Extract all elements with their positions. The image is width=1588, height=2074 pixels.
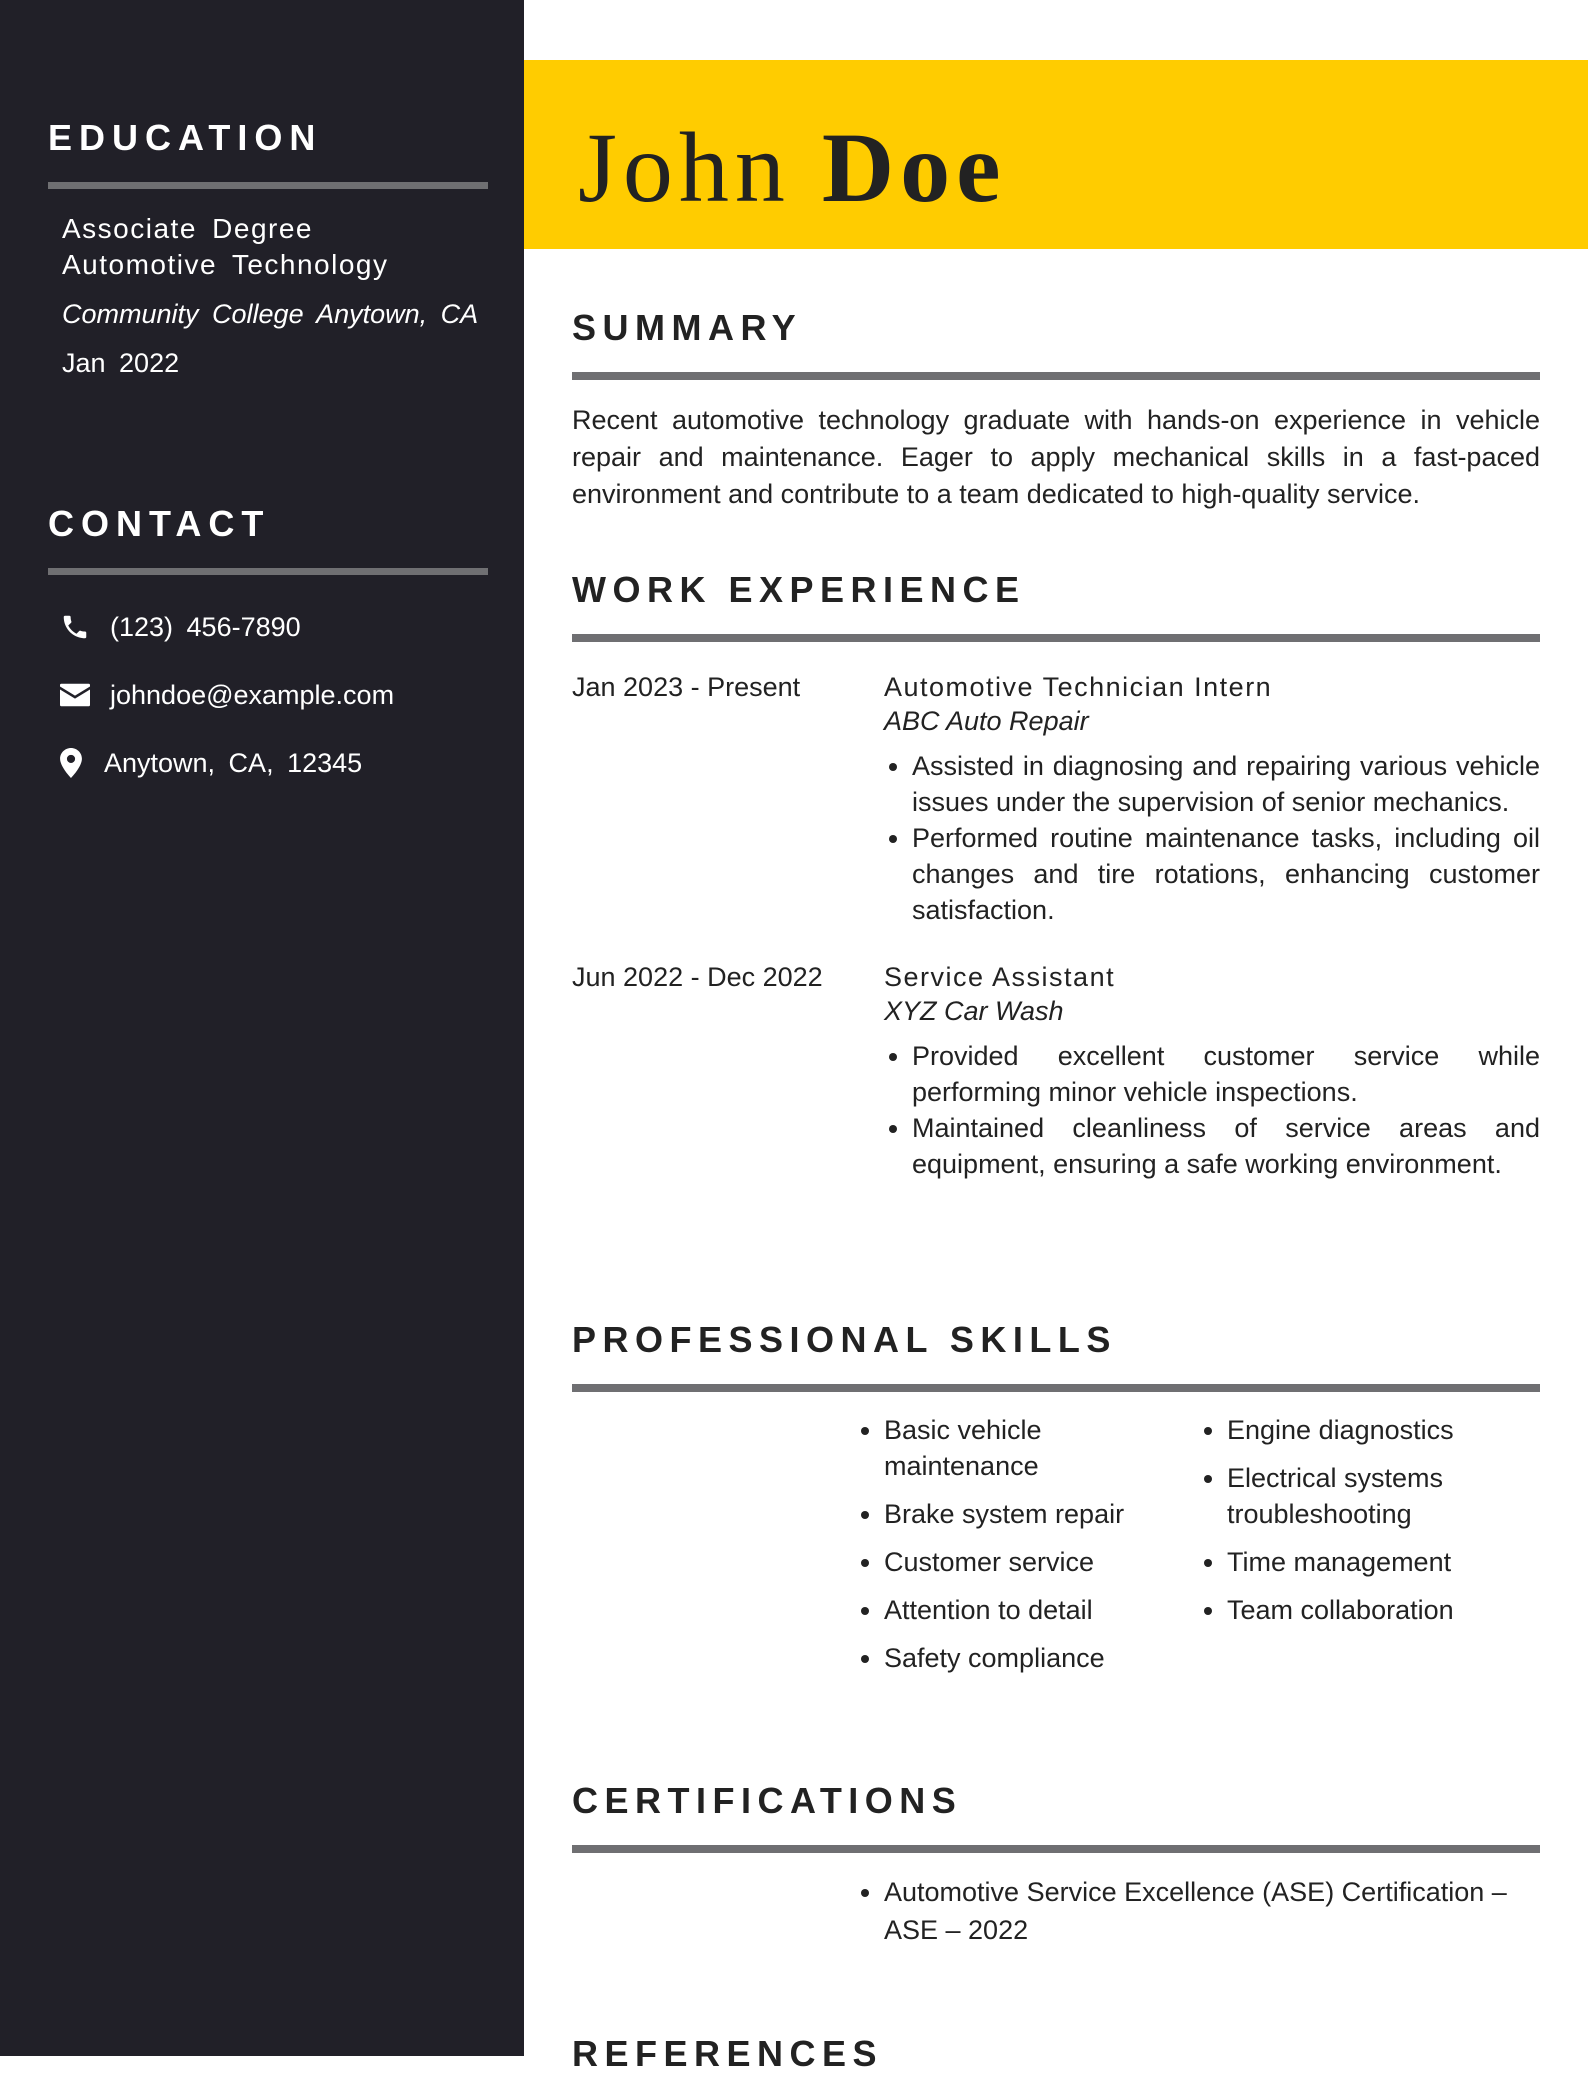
job-bullets <box>884 1038 1540 1182</box>
first-name: John <box>578 112 791 223</box>
skills-columns <box>572 1412 1540 1688</box>
email-text[interactable]: johndoe@example.com <box>110 679 395 710</box>
contact-heading: CONTACT <box>48 503 271 544</box>
work-experience-divider <box>572 634 1540 642</box>
job-details <box>884 960 1540 1182</box>
contact-phone <box>48 593 488 661</box>
education-section <box>48 118 488 380</box>
skill-item: • Attention to detail <box>884 1592 1197 1628</box>
certifications-divider <box>572 1845 1540 1853</box>
location-text: Anytown, CA, 12345 <box>104 747 363 778</box>
summary-heading: SUMMARY <box>572 307 803 348</box>
references-section <box>572 2034 1540 2074</box>
education-entry <box>48 211 488 380</box>
education-date: Jan 2022 <box>62 348 180 378</box>
school-name: Community College Anytown, CA <box>62 299 479 329</box>
certifications-section <box>572 1781 1540 1949</box>
summary-text: Recent automotive technology graduate with hands-on experience in vehicle repair and maintenance. Eager to apply mechanical skills in a fast-paced environment and contribute to a team dedicated to high-quality service. <box>572 405 1540 509</box>
contact-email <box>48 661 488 729</box>
job-details <box>884 670 1540 928</box>
skill-item: • Engine diagnostics <box>1227 1412 1540 1448</box>
degree-line1: Associate Degree <box>62 213 314 244</box>
degree-line2: Automotive Technology <box>62 249 389 280</box>
last-name: Doe <box>821 112 1007 223</box>
skill-item: • Time management <box>1227 1544 1540 1580</box>
full-name <box>578 112 1007 223</box>
summary-divider <box>572 372 1540 380</box>
job-bullet: • Assisted in diagnosing and repairing various vehicle issues under the supervision of senior mechanics. <box>912 748 1540 820</box>
skill-item: • Electrical systems troubleshooting <box>1227 1460 1540 1532</box>
job-company: ABC Auto Repair <box>884 706 1089 736</box>
skill-item: • Safety compliance <box>884 1640 1197 1676</box>
map-pin-icon <box>60 748 104 778</box>
job-bullet: • Provided excellent customer service while performing minor vehicle inspections. <box>912 1038 1540 1110</box>
summary-section <box>572 308 1540 513</box>
job-title: Service Assistant <box>884 962 1116 992</box>
phone-icon <box>60 612 110 642</box>
skill-item: • Customer service <box>884 1544 1197 1580</box>
phone-text: (123) 456-7890 <box>110 611 301 642</box>
skills-column-1 <box>854 1412 1197 1688</box>
job-entry <box>572 960 1540 1182</box>
job-dates: Jun 2022 - Dec 2022 <box>572 962 823 992</box>
job-title: Automotive Technician Intern <box>884 672 1273 702</box>
skill-item: • Team collaboration <box>1227 1592 1540 1628</box>
references-heading: REFERENCES <box>572 2033 884 2074</box>
skills-divider <box>572 1384 1540 1392</box>
job-entry <box>572 670 1540 928</box>
work-experience-heading: WORK EXPERIENCE <box>572 569 1026 610</box>
work-experience-section <box>572 570 1540 1182</box>
skills-heading: PROFESSIONAL SKILLS <box>572 1319 1117 1360</box>
skills-column-2 <box>1197 1412 1540 1688</box>
job-company: XYZ Car Wash <box>884 996 1064 1026</box>
contact-section <box>48 504 488 797</box>
job-bullet: • Maintained cleanliness of service areas and equipment, ensuring a safe working environment. <box>912 1110 1540 1182</box>
contact-location <box>48 729 488 797</box>
skill-item: • Brake system repair <box>884 1496 1197 1532</box>
job-bullets <box>884 748 1540 928</box>
certifications-list <box>572 1873 1540 1949</box>
education-heading: EDUCATION <box>48 117 323 158</box>
skills-section <box>572 1320 1540 1688</box>
name-banner <box>524 60 1588 249</box>
contact-list <box>48 593 488 797</box>
education-divider <box>48 182 488 189</box>
job-bullet: • Performed routine maintenance tasks, including oil changes and tire rotations, enhancing customer satisfaction. <box>912 820 1540 928</box>
certification-item: • Automotive Service Excellence (ASE) Certification – ASE – 2022 <box>884 1873 1540 1949</box>
envelope-icon <box>60 683 110 707</box>
job-dates: Jan 2023 - Present <box>572 672 801 702</box>
contact-divider <box>48 568 488 575</box>
sidebar <box>0 0 524 2056</box>
certifications-heading: CERTIFICATIONS <box>572 1780 963 1821</box>
skill-item: • Basic vehicle maintenance <box>884 1412 1197 1484</box>
